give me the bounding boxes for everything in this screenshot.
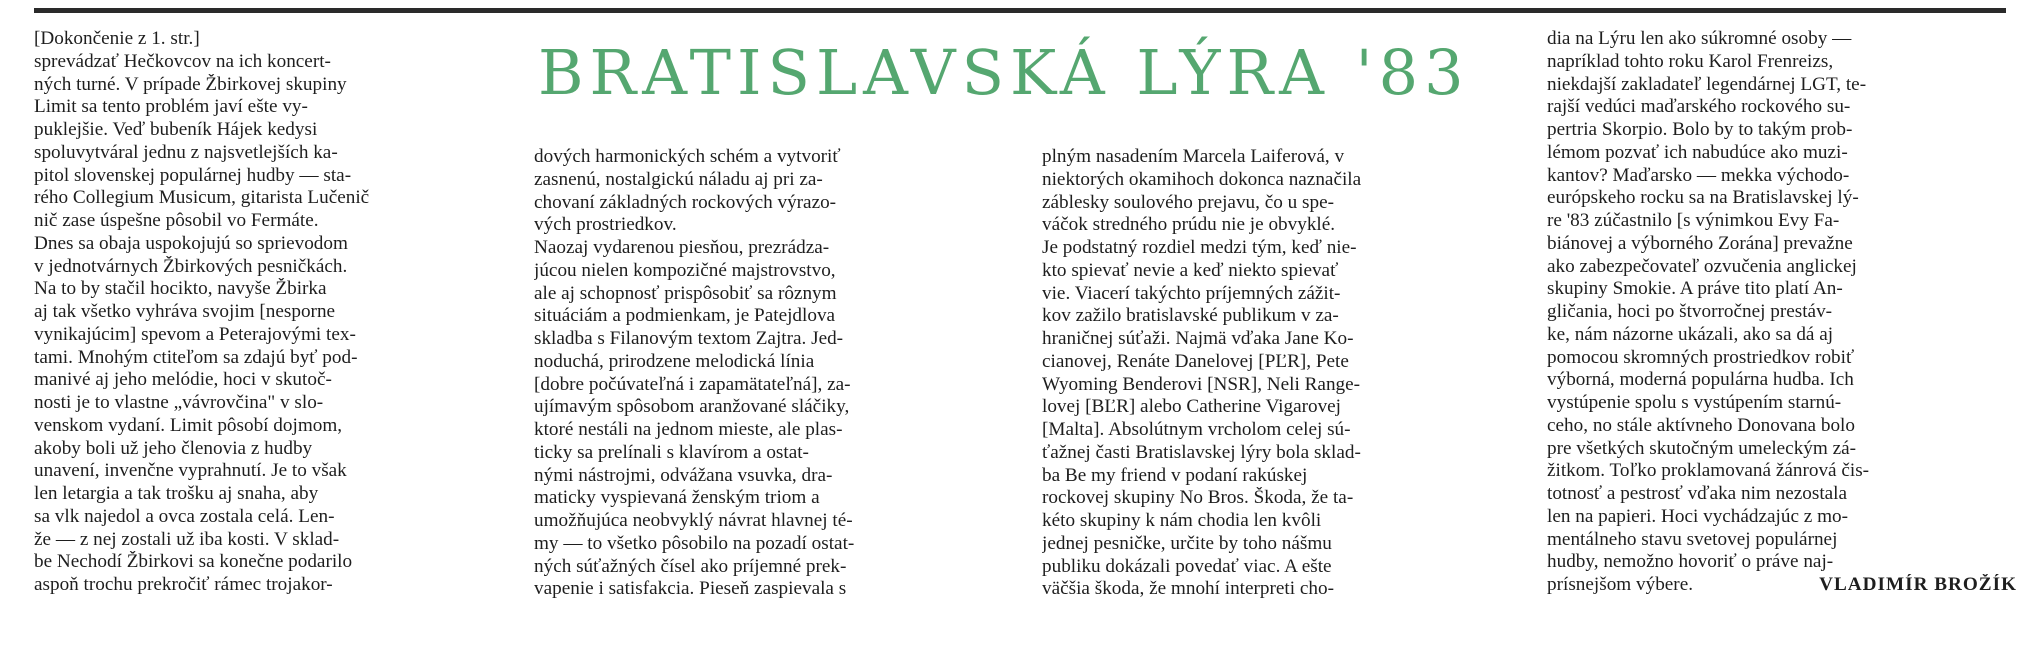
text-line: pertria Skorpio. Bolo by to takým prob- <box>1547 119 1853 140</box>
text-line: tami. Mnohým ctiteľom sa zdajú byť pod- <box>34 346 358 368</box>
text-line: Naozaj vydarenou piesňou, prezrádza- <box>534 237 830 258</box>
text-line: žitkom. Toľko proklamovaná žánrová čis- <box>1547 460 1870 482</box>
text-line: Dnes sa obaja uspokojujú so sprievodom <box>34 232 348 254</box>
text-line: že — z nej zostali už iba kosti. V sklad- <box>34 528 340 550</box>
text-line: rajší vedúci maďarského rockového su- <box>1547 96 1851 118</box>
text-line: rého Collegium Musicum, gitarista Lučenič <box>34 187 370 209</box>
text-line: ako zabezpečovateľ ozvučenia anglickej <box>1547 255 1857 277</box>
text-line: sprevádzať Hečkovcov na ich koncert- <box>34 50 331 72</box>
text-line: júcou nielen kompozičné majstrovstvo, <box>534 259 836 281</box>
text-line: ujímavým spôsobom aranžované sláčiky, <box>534 396 850 418</box>
text-line: nosti je to vlastne „vávrovčina" v slo- <box>34 392 324 413</box>
text-line: unavení, invenčne vyprahnutí. Je to však <box>34 460 347 482</box>
text-line: gličania, hoci po štvorročnej prestáv- <box>1547 301 1833 322</box>
text-line: sa vlk najedol a ovca zostala celá. Len- <box>34 505 335 527</box>
text-line: puklejšie. Veď bubeník Hájek kedysi <box>34 119 318 140</box>
text-line: aj tak všetko vyhráva svojim [nesporne <box>34 301 336 322</box>
text-line: kov zažilo bratislavské publikum v za- <box>1042 305 1339 327</box>
text-line: zasnenú, nostalgickú náladu aj pri za- <box>534 168 823 190</box>
text-line: plným nasadením Marcela Laiferová, v <box>1042 146 1345 167</box>
text-line: väčšia škoda, že mnohí interpreti cho- <box>1042 578 1334 600</box>
text-line: pitol slovenskej populárnej hudby — sta- <box>34 164 352 186</box>
text-line: len letargia a tak trošku aj snaha, aby <box>34 483 319 504</box>
text-line: aspoň trochu prekročiť rámec trojakor- <box>34 574 333 595</box>
text-line: váčok stredného prúdu nie je obvyklé. <box>1042 214 1336 236</box>
text-line: Wyoming Benderovi [NSR], Neli Range- <box>1042 373 1361 395</box>
top-rule <box>34 8 2006 13</box>
text-line: kantov? Maďarsko — mekka východo- <box>1547 164 1850 186</box>
text-line: cianovej, Renáte Danelovej [PĽR], Pete <box>1042 350 1349 372</box>
article-column-4 <box>1547 28 2017 597</box>
text-line: ných súťažných čísel ako príjemné prek- <box>534 555 847 577</box>
text-line: maticky vyspievaná ženským triom a <box>534 487 820 509</box>
text-line: ktoré nestáli na jednom mieste, ale plas- <box>534 419 843 440</box>
text-line: pre všetkých skutočným umeleckým zá- <box>1547 437 1857 459</box>
text-line: v jednotvárnych Žbirkových pesničkách. <box>34 255 348 277</box>
text-line: vie. Viacerí takýchto príjemných zážit- <box>1042 282 1341 304</box>
text-line: pomocou skromných prostriedkov robiť <box>1547 346 1855 368</box>
text-line: vých prostriedkov. <box>534 214 677 236</box>
text-line: skladba s Filanovým textom Zajtra. Jed- <box>534 328 844 349</box>
text-line: venskom vydaní. Limit pôsobí dojmom, <box>34 414 343 436</box>
text-line: spoluvytváral jednu z najsvetlejších ka- <box>34 141 338 163</box>
text-line: napríklad tohto roku Karol Frenreizs, <box>1547 50 1834 72</box>
text-line: lémom pozvať ich nabudúce ako muzi- <box>1547 141 1848 163</box>
text-line: situáciám a podmienkam, je Patejdlova <box>534 305 836 327</box>
text-line: nými nástrojmi, odvážana vsuvka, dra- <box>534 464 833 486</box>
text-line: Na to by stačil hocikto, navyše Žbirka <box>34 278 327 300</box>
text-line: výborná, moderná populárna hudba. Ich <box>1547 369 1854 391</box>
signature-line <box>1547 574 2017 597</box>
text-line: Limit sa tento problém javí ešte vy- <box>34 96 308 118</box>
text-line: hudby, nemožno hovoriť o práve naj- <box>1547 551 1834 573</box>
text-line: ťažnej časti Bratislavskej lýry bola sklad- <box>1042 441 1361 463</box>
text-line: ticky sa prelínali s klavírom a ostat- <box>534 441 809 463</box>
text-line: dových harmonických schém a vytvoriť <box>534 146 841 167</box>
text-line: ných turné. V prípade Žbirkovej skupiny <box>34 73 347 95</box>
text-line: be Nechodí Žbirkovi sa konečne podarilo <box>34 551 353 573</box>
headline: BRATISLAVSKÁ LÝRA '83 <box>538 36 1470 109</box>
text-line: európskeho rocku sa na Bratislavskej lý- <box>1547 187 1859 209</box>
text-line: ba Be my friend v podaní rakúskej <box>1042 464 1308 486</box>
text-line: nič zase úspešne pôsobil vo Fermáte. <box>34 210 319 231</box>
article-column-3 <box>1042 146 1532 601</box>
text-line: [Malta]. Absolútnym vrcholom celej sú- <box>1042 419 1351 440</box>
text-line: niekdajší zakladateľ legendárnej LGT, te- <box>1547 73 1867 95</box>
text-line: hraničnej súťaži. Najmä vďaka Jane Ko- <box>1042 328 1354 349</box>
text-line: záblesky soulového prejavu, čo u spe- <box>1042 191 1334 213</box>
text-line: kéto skupiny k nám chodia len kvôli <box>1042 510 1322 531</box>
text-line: rockovej skupiny No Bros. Škoda, že ta- <box>1042 487 1354 509</box>
text-line: vapenie i satisfakcia. Pieseň zaspievala s <box>534 578 847 600</box>
text-line: ale aj schopnosť prispôsobiť sa rôznym <box>534 282 837 304</box>
text-line: ke, nám názorne ukázali, ako sa dá aj <box>1547 323 1834 345</box>
text-line: [Dokončenie z 1. str.] <box>34 28 200 49</box>
text-line: biánovej a výborného Zorána] prevažne <box>1547 232 1853 254</box>
author-signature: VLADIMÍR BROŽÍK <box>1819 574 2017 595</box>
text-line: kto spievať nevie a keď niekto spievať <box>1042 259 1339 281</box>
text-line: lovej [BĽR] alebo Catherine Vigarovej <box>1042 396 1342 418</box>
text-line: noduchá, prirodzene melodická línia <box>534 350 815 372</box>
text-line: len na papieri. Hoci vychádzajúc z mo- <box>1547 505 1849 527</box>
text-line: niektorých okamihoch dokonca naznačila <box>1042 168 1362 190</box>
text-line: vynikajúcim] spevom a Peterajovými tex- <box>34 323 356 345</box>
text-line: vystúpenie spolu s vystúpením starnú- <box>1547 392 1842 413</box>
article-column-2 <box>534 146 1024 601</box>
text-line: [dobre počúvateľná i zapamätateľná], za- <box>534 373 851 395</box>
text-line: Je podstatný rozdiel medzi tým, keď nie- <box>1042 237 1357 258</box>
text-line: my — to všetko pôsobilo na pozadí ostat- <box>534 532 855 554</box>
text-line: umožňujúca neobvyklý návrat hlavnej té- <box>534 510 853 531</box>
article-column-1 <box>34 28 524 597</box>
text-line: ceho, no stále aktívneho Donovana bolo <box>1547 414 1855 436</box>
text-line: manivé aj jeho melódie, hoci v skutoč- <box>34 369 332 391</box>
text-line: skupiny Smokie. A práve tito platí An- <box>1547 278 1843 300</box>
text-line: akoby boli už jeho členovia z hudby <box>34 437 313 459</box>
text-line: re '83 zúčastnilo [s výnimkou Evy Fa- <box>1547 210 1840 231</box>
text-line: chovaní základných rockových výrazo- <box>534 191 837 213</box>
text-line: prísnejšom výbere. <box>1547 574 1694 595</box>
text-line: mentálneho stavu svetovej populárnej <box>1547 528 1838 550</box>
text-line: dia na Lýru len ako súkromné osoby — <box>1547 28 1852 49</box>
text-line: jednej pesničke, určite by toho nášmu <box>1042 532 1332 554</box>
text-line: totnosť a pestrosť vďaka nim nezostala <box>1547 483 1848 504</box>
text-line: publiku dokázali povedať viac. A ešte <box>1042 555 1332 577</box>
